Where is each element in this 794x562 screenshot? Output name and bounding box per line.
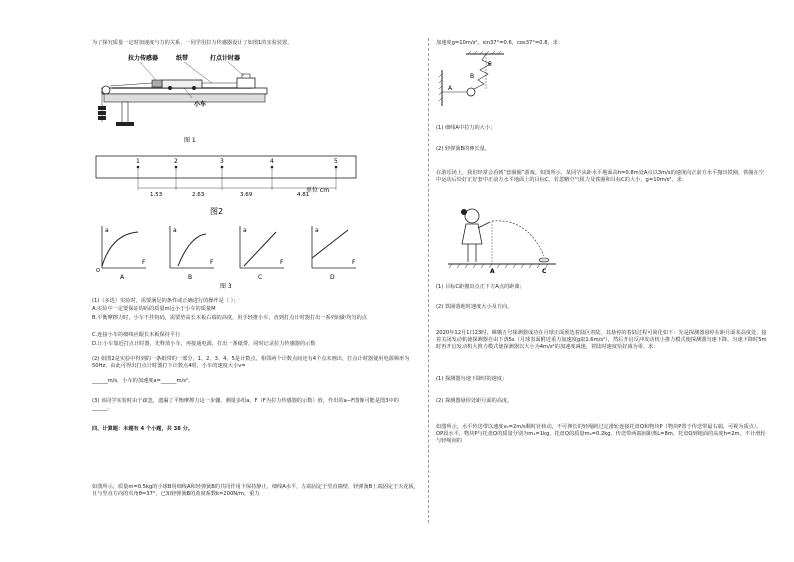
- problem-2-text: 在游乐场上，我们经常会看到“套圈圈”游戏。如图所示，某同学从距水平地面高h=0.8m处A点以3m/s的速度向正前方水平抛出铁圈，铁圈在空中运动后恰好正好套中正前方水平地面上的目标C。若忽略空气阻力及铁圈和目标C的大小，g=10m/s²，求：: [436, 170, 764, 183]
- label-c-point: C: [542, 268, 547, 274]
- tape-distance-label: 3.69: [240, 192, 253, 198]
- label-b: B: [470, 73, 475, 80]
- graph-option-label: D: [330, 274, 335, 281]
- q1-text: (1)（多选）实验时，需要满足的条件或正确进行的操作是（ ）；: [92, 298, 239, 304]
- problem-4-text: 如图所示，水平传送带以速度v₀=2m/s顺时针转动，不可伸长的轻绳跨过定滑轮连接托盘Q和物块P（物块P置于传送带最右端，可视为质点）。OP段水平，物块P与托盘Q的质量分别为m₁=1kg、托盘Q的质量m₂=0.2kg，传送带两端间距离L=8m，托盘Q到地面的高度h=2m。不计滑轮与轻绳间的: [436, 424, 766, 444]
- tape-unit: 单位 cm: [306, 187, 330, 194]
- tape-distance-label: 4.81: [297, 192, 310, 198]
- graph-axis-f-label: F: [210, 259, 214, 266]
- problem-1-continued: 加速度g=10m/s²，sin37°=0.6，cos37°=0.8，求：: [436, 40, 564, 46]
- sensor-label: 拉力传感器: [128, 55, 159, 62]
- q1-option-c: C.连接小车的细线应跟长木板保持平行: [92, 332, 181, 338]
- problem-1-text: 如图所示，质量m=0.5kg的小球B用细线A和轻弹簧B的共同作用下保持静止，细线A水平，左端固定于竖直墙壁，轻弹簧B上端固定于天花板，且与竖直方向的夹角θ=37°，已知轻弹簧B的劲度系数k=200N/m，重力: [92, 484, 420, 497]
- graph-curve: [312, 230, 348, 258]
- figure-2-tape: [92, 152, 362, 218]
- graph-axis-a-label: a: [105, 227, 109, 234]
- problem-3-text: 2020年12月1日23时，嫦娥五号探测器成功在月球正面预选着陆区着陆。其悬停的着陆过程可简化如下：先是探测器悬停在距月面某高度处，接着关闭发动机使探测器自由下落5s（月球表面附近重力加速度g取1.6m/s²），然后开启反冲发动机小推力模式使探测器匀速下降，匀速下降时5m时再开启发动机大推力模式使探测器以大小为4m/s²的加速度减速，着陆时速度恰好减为零。求：: [436, 330, 767, 350]
- figure-1-apparatus: [92, 50, 282, 145]
- label-theta: θ: [488, 61, 492, 68]
- graph-curve: [102, 232, 138, 266]
- graph-option-label: C: [258, 274, 263, 281]
- problem-2-q2: (2) 铁圈落地时速度大小及方向。: [436, 304, 513, 310]
- tape-point-label: 1: [136, 158, 140, 165]
- problem-3-q2: (2) 探测器悬停处距月面的高度。: [436, 398, 513, 404]
- graph-axis-f-label: F: [280, 259, 284, 266]
- graph-axis-a-label: a: [243, 227, 247, 234]
- problem-1-q2: (2) 轻弹簧B的伸长量。: [436, 146, 491, 152]
- figure-3-graphs: [92, 224, 362, 292]
- tape-distance-label: 1.53: [150, 192, 163, 198]
- problem-1-q1: (1) 细线A中拉力的大小；: [436, 125, 496, 131]
- graph-axis-a-label: a: [173, 227, 177, 234]
- q2-blanks: ______m/s，小车的加速度a=______m/s²。: [92, 378, 194, 384]
- figure-3-caption: 图 3: [220, 283, 232, 290]
- intro-text: 为了探究质量一定时加速度与力的关系，一同学用拉力传感器设计了如图1的实验装置。: [92, 40, 293, 46]
- tape-point-label: 4: [270, 158, 274, 165]
- tape-point-label: 3: [220, 158, 224, 165]
- q1-option-a: A.实验中一定要保证钩码的质量m远小于小车的质量M: [92, 306, 216, 312]
- graph-origin-label: O: [96, 268, 100, 274]
- label-a-point: A: [490, 268, 495, 274]
- graph-axis-f-label: F: [352, 259, 356, 266]
- problem-2-q1: (1) 目标C距抛出点正下方A点的距离；: [436, 284, 525, 290]
- car-label: 小车: [194, 101, 207, 108]
- figure-1-caption: 图 1: [184, 137, 196, 144]
- graph-curve: [244, 232, 276, 266]
- tape-point-label: 5: [334, 158, 338, 165]
- problem-3-q1: (1) 探测器匀速下降时的速度；: [436, 376, 508, 382]
- graph-axis-a-label: a: [315, 227, 319, 234]
- problem-1-figure: [436, 50, 506, 110]
- problem-2-figure: [448, 204, 558, 274]
- tape-point-label: 2: [174, 158, 178, 165]
- q3-text: (3) 该同学实验时由于疏忽，遗漏了平衡摩擦力这一步骤，测量多组a、F（F为拉力传感器的示数）值，作出的a−F图像可能是图3中的______。: [92, 398, 399, 411]
- graph-axis-f-label: F: [142, 259, 146, 266]
- timer-label: 打点计时器: [210, 55, 241, 62]
- graph-curve: [178, 234, 206, 266]
- tape-label: 纸带: [176, 55, 189, 62]
- q2-text: (2) 如图2是实验中得到的一条纸带的一部分，1、2、3、4、5是计数点，相邻两个计数点间还有4个点未画出，打点计时器使用电源频率为50Hz。由此可得出打点计时器打下计数点4时，小车的速度大小v=: [92, 356, 410, 369]
- section-heading: 四、计算题：本题有 4 个小题，共 38 分。: [92, 426, 194, 432]
- q1-option-b: B.平衡摩擦力时，小车不挂钩码，需要垫高长木板右端的高度，用手轻推小车，直到打点计时器打出一系列间距均匀的点: [92, 315, 367, 321]
- graph-option-label: A: [120, 274, 125, 281]
- column-divider: [428, 38, 429, 523]
- label-a: A: [448, 85, 453, 92]
- graph-option-label: B: [188, 274, 193, 281]
- figure-2-caption: 图2: [210, 207, 224, 216]
- q1-option-d: D.让小车靠近打点计时器，先释放小车，再接通电源，打出一条纸带，同时记录拉力传感器的示数: [92, 341, 316, 347]
- tape-distance-label: 2.63: [192, 192, 205, 198]
